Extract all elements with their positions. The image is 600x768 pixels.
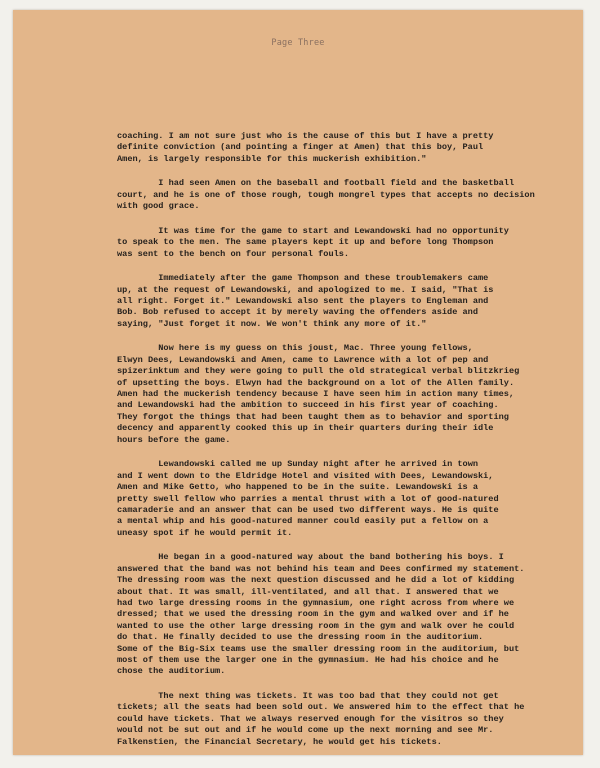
paragraph-7: He began in a good-natured way about the band bothering his boys. I answered that the band was not behind his team and Dees confirmed my statement. The dressing room was the next question discussed and he did a lot of kidding about that. It was small, ill-ventilated, and all that. I answered that we had two large dressing rooms in the gymnasium, one right across from where we dressed; that we used the dressing room in the gym and walked over and if he wanted to use the other large dressing room in the gym and walk over he could do that. He finally decided to use the dressing room in the auditorium. Some of the Big-Six teams use the smaller dressing room in the auditorium, but most of them use the larger one in the gymnasium. He had his choice and he chose the auditorium. <box>117 552 525 677</box>
paragraph-6: Lewandowski called me up Sunday night after he arrived in town and I went down to the Eldridge Hotel and visited with Dees, Lewandowski, Amen and Mike Getto, who happened to be in the suite. Lewandowski is a pretty swell fellow who parries a mental thrust with a lot of good-natured camaraderie and an answer that can be used two different ways. He is quite a mental whip and his good-natured manner could easily put a fellow on a uneasy spot if he would permit it. <box>117 459 499 538</box>
paragraph-1: coaching. I am not sure just who is the cause of this but I have a pretty definite conviction (and pointing a finger at Amen) that this boy, Paul Amen, is largely responsible for this muckerish exhibition." <box>117 131 494 164</box>
paragraph-8: The next thing was tickets. It was too bad that they could not get tickets; all the seats had been sold out. We answered him to the effect that he could have tickets. That we always reserved enough for the visitros so they would not be sut out and if he would come up the next morning and see Mr. Falkenstien, the Financial Secretary, he would get his tickets. <box>117 690 525 747</box>
letter-page <box>13 10 583 755</box>
paragraph-5: Now here is my guess on this joust, Mac. Three young fellows, Elwyn Dees, Lewandowski and Amen, came to Lawrence with a lot of pep and spizerinktum and they were going to pull the old strategical verbal blitzkrieg of upsetting the boys. Elwyn had the background on a lot of the Allen family. Amen had the muckerish tendency because I have seen him in action many times, and Lewandowski had the ambition to succeed in his first year of coaching. They forgot the things that had been taught them as to behavior and sporting decency and apparently cooked this up in their quarters during their idle hours before the game. <box>117 343 520 445</box>
page-header: Page Three <box>271 38 325 48</box>
letter-body <box>117 131 573 761</box>
paragraph-2: I had seen Amen on the baseball and football field and the basketball court, and he is one of those rough, tough mongrel types that accepts no decision with good grace. <box>117 178 535 212</box>
paragraph-4: Immediately after the game Thompson and these troublemakers came up, at the request of Lewandowski, and apologized to me. I said, "That is all right. Forget it." Lewandowski also sent the players to Engleman and Bob. Bob refused to accept it by merely waving the offenders aside and saying, "Just forget it now. We won't think any more of it." <box>117 273 494 329</box>
paragraph-3: It was time for the game to start and Lewandowski had no opportunity to speak to the men. The same players kept it up and before long Thompson was sent to the bench on four personal fouls. <box>117 225 509 259</box>
